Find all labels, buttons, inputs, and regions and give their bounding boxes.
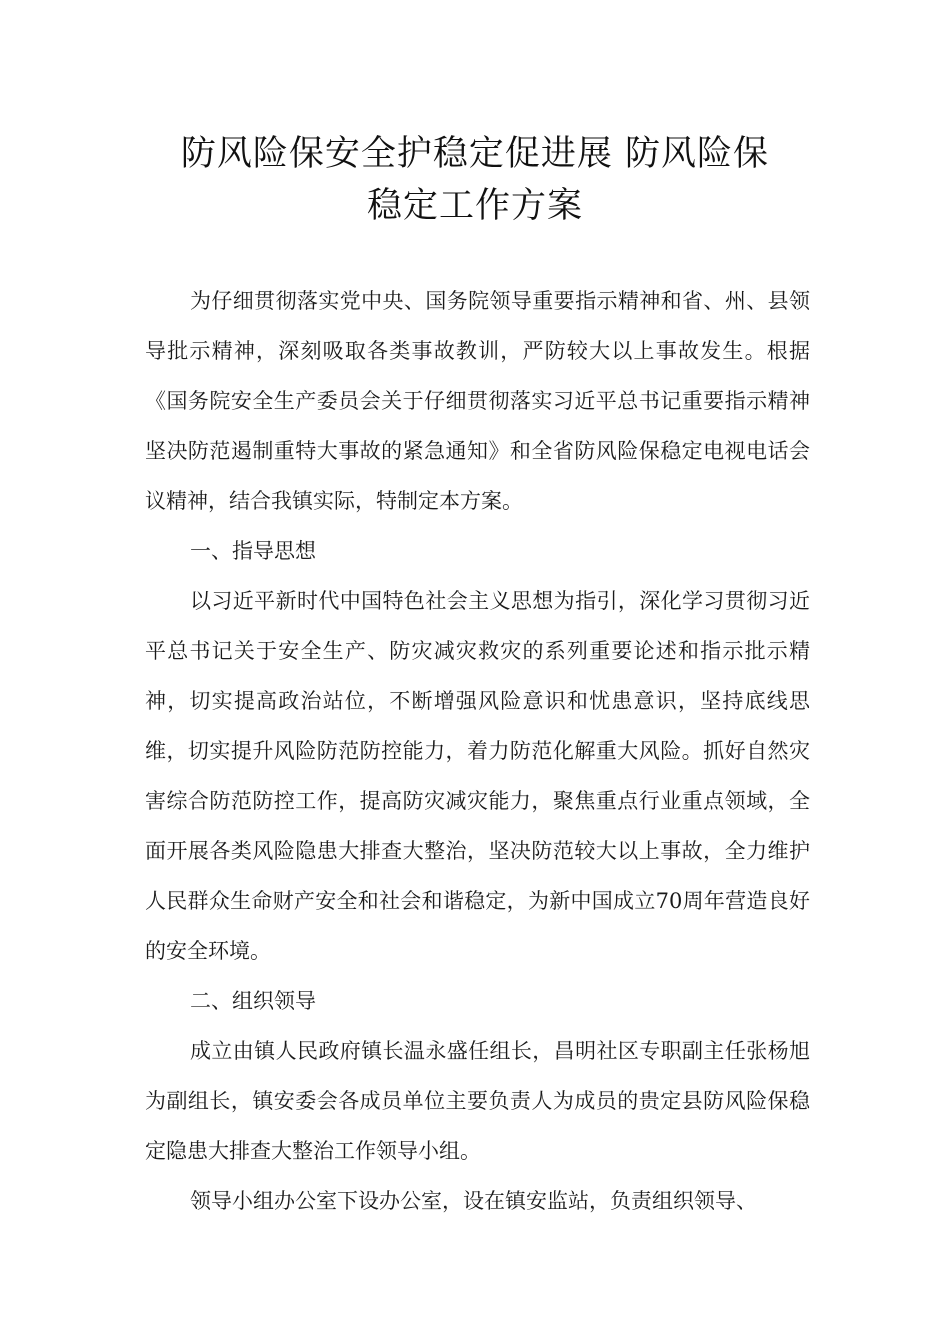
document-title-line-1: 防风险保安全护稳定促进展 防风险保 (180, 134, 770, 174)
guiding-ideology-paragraph: 以习近平新时代中国特色社会主义思想为指引，深化学习贯彻习近平总书记关于安全生产、防灾减灾救灾的系列重要论述和指示批示精神，切实提高政治站位，不断增强风险意识和忧患意识，坚持底线思维，切实提升风险防范防控能力，着力防范化解重大风险。抓好自然灾害综合防范防控工作，提高防灾减灾能力，聚焦重点行业重点领域，全面开展各类风险隐患大排查大整治，坚决防范较大以上事故，全力维护人民群众生命财产安全和社会和谐稳定，为新中国成立70周年营造良好的安全环境。 (145, 589, 810, 963)
office-paragraph: 领导小组办公室下设办公室，设在镇安监站，负责组织领导、 (190, 1189, 757, 1213)
organization-paragraph: 成立由镇人民政府镇长温永盛任组长，昌明社区专职副主任张杨旭为副组长，镇安委会各成员单位主要负责人为成员的贵定县防风险保稳定隐患大排查大整治工作领导小组。 (145, 1039, 810, 1163)
intro-paragraph: 为仔细贯彻落实党中央、国务院领导重要指示精神和省、州、县领导批示精神，深刻吸取各类事故教训，严防较大以上事故发生。根据《国务院安全生产委员会关于仔细贯彻落实习近平总书记重要指示精神坚决防范遏制重特大事故的紧急通知》和全省防风险保稳定电视电话会议精神，结合我镇实际，特制定本方案。 (145, 289, 810, 513)
document-title-line-2: 稳定工作方案 (366, 186, 583, 226)
section-heading-guiding-ideology: 一、指导思想 (190, 539, 316, 563)
section-heading-organization: 二、组织领导 (190, 989, 316, 1013)
